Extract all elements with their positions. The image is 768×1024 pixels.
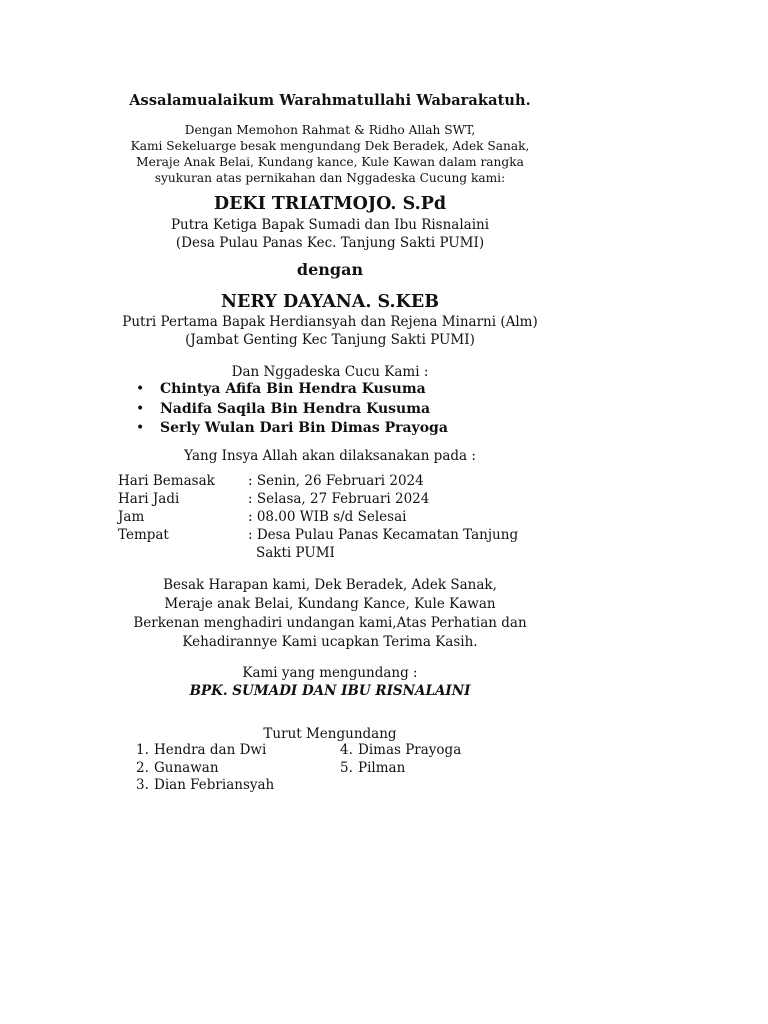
list-number: 2. [136,759,149,776]
grandchild-name: Nadifa Saqila Bin Hendra Kusuma [160,400,431,417]
list-item [136,380,448,400]
inviter-label: Kami yang mengundang : [242,665,418,681]
conjunction-text: dengan [296,260,364,279]
intro-line: Meraje Anak Belai, Kundang kance, Kule Kawan dalam rangka [136,155,524,169]
schedule-value [248,526,548,562]
co-inviters-list-left [136,742,274,795]
closing-line: Meraje anak Belai, Kundang Kance, Kule Kawan [164,596,496,612]
schedule-label: Hari Jadi [118,491,180,507]
inviter-name: BPK. SUMADI DAN IBU RISNALAINI [189,683,471,699]
grandchild-name: Serly Wulan Dari Bin Dimas Prayoga [160,420,448,436]
list-item [136,760,274,778]
grandchild-name: Chintya Afifa Bin Hendra Kusuma [160,381,426,397]
grandchildren-label: Dan Nggadeska Cucu Kami : [231,364,429,380]
bullet-icon: • [136,420,145,436]
list-number: 1. [136,742,149,758]
list-item [136,742,274,760]
schedule-value: : Selasa, 27 Februari 2024 [248,491,430,507]
bride-parents-block [0,313,660,349]
co-inviters-list-right [340,742,461,777]
co-inviter-name: Gunawan [154,759,219,776]
intro-line: Dengan Memohon Rahmat & Ridho Allah SWT, [184,123,476,137]
schedule-intro: Yang Insya Allah akan dilaksanakan pada : [184,448,476,464]
closing-paragraph [0,576,660,652]
groom-parents-block [0,216,660,252]
list-item [136,400,448,420]
list-item [340,760,461,778]
groom-parents: Putra Ketiga Bapak Sumadi dan Ibu Risnalaini [170,217,490,233]
bullet-icon: • [136,400,145,417]
schedule-label: Tempat [118,527,169,543]
list-number: 3. [136,777,149,793]
greeting: Assalamualaikum Warahmatullahi Wabarakatuh. [129,92,531,109]
groom-name: DEKI TRIATMOJO. S.Pd [213,194,447,214]
list-item [136,419,448,439]
bullet-icon: • [136,381,145,397]
bride-parents: Putri Pertama Bapak Herdiansyah dan Rejena Minarni (Alm) [122,314,538,330]
intro-line: syukuran atas pernikahan dan Nggadeska Cucung kami: [154,171,506,185]
schedule-label: Hari Bemasak [118,473,215,489]
groom-origin: (Desa Pulau Panas Kec. Tanjung Sakti PUMI) [175,235,485,251]
list-item [340,742,461,760]
schedule-value-line: Sakti PUMI [256,545,335,561]
schedule-value: : 08.00 WIB s/d Selesai [248,509,407,525]
co-inviters-label: Turut Mengundang [263,726,397,742]
list-item [136,777,274,795]
bride-origin: (Jambat Genting Kec Tanjung Sakti PUMI) [185,332,475,348]
co-inviter-name: Hendra dan Dwi [154,742,267,758]
co-inviter-name: Dian Febriansyah [154,777,275,793]
schedule-value: : Senin, 26 Februari 2024 [248,473,424,489]
intro-line: Kami Sekeluarge besak mengundang Dek Beradek, Adek Sanak, [130,139,530,153]
closing-line: Berkenan menghadiri undangan kami,Atas Perhatian dan [133,615,527,631]
closing-line: Besak Harapan kami, Dek Beradek, Adek Sanak, [163,577,497,593]
closing-line: Kehadirannye Kami ucapkan Terima Kasih. [182,634,478,650]
co-inviter-name: Pilman [358,759,406,776]
schedule-label: Jam [118,509,145,525]
intro-paragraph [0,122,660,186]
bride-name: NERY DAYANA. S.KEB [221,292,439,312]
grandchildren-list [136,380,448,439]
list-number: 4. [340,742,353,758]
schedule-value-line: : Desa Pulau Panas Kecamatan Tanjung [248,527,519,543]
co-inviter-name: Dimas Prayoga [358,742,462,758]
list-number: 5. [340,759,353,776]
